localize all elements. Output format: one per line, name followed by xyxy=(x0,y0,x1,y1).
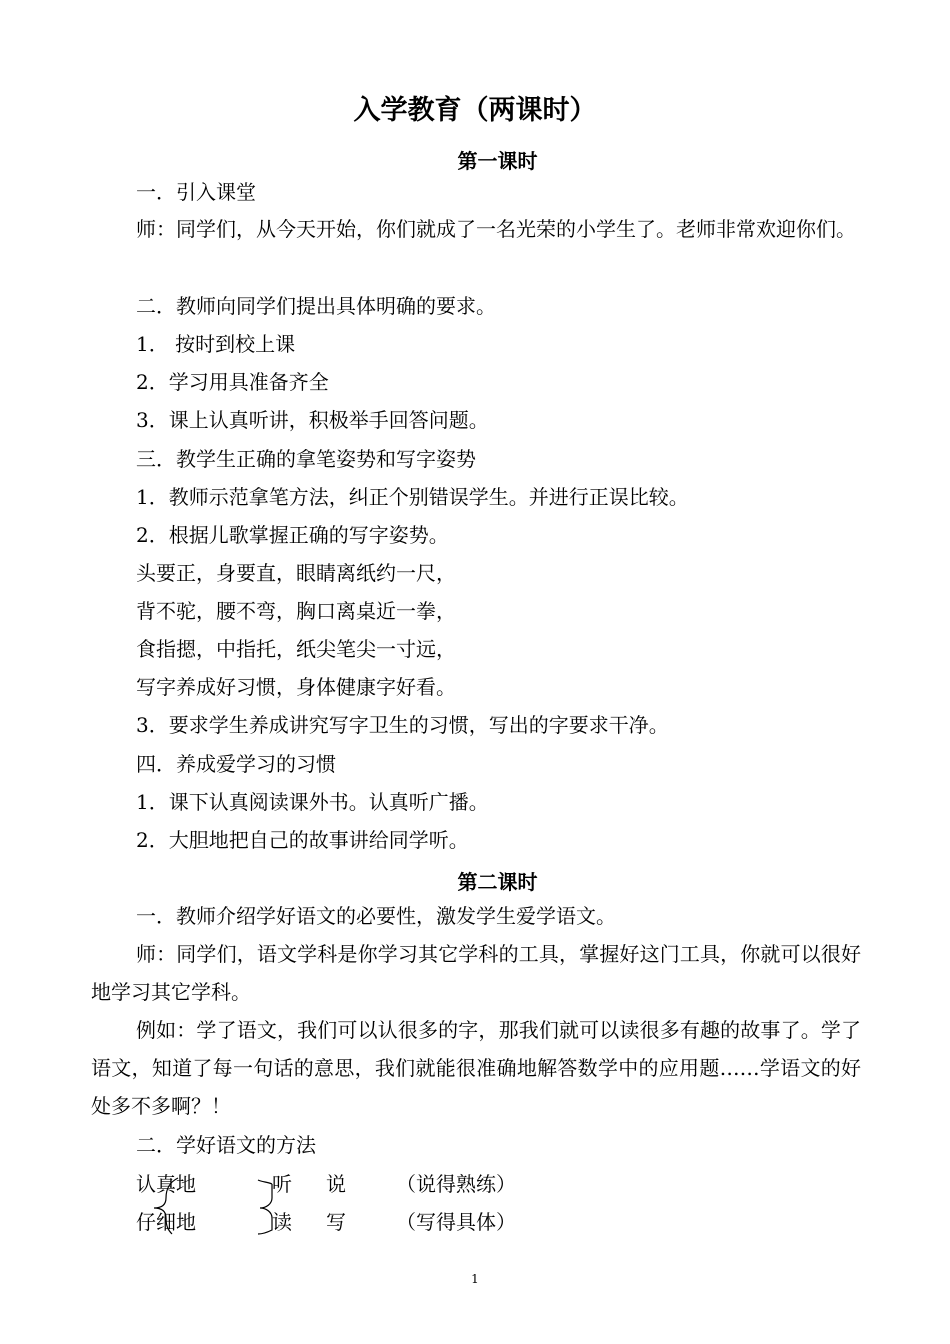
method-verb: 读 xyxy=(272,1210,292,1234)
method-verb: 写 xyxy=(326,1210,346,1234)
section-heading: 二．教师向同学们提出具体明确的要求。 xyxy=(136,294,496,318)
list-item: 1．课下认真阅读课外书。认真听广播。 xyxy=(136,790,489,814)
method-verb: 说 xyxy=(326,1172,346,1196)
lesson2-heading: 第二课时 xyxy=(457,870,538,894)
list-item: 3．要求学生养成讲究写字卫生的习惯，写出的字要求干净。 xyxy=(136,713,669,737)
paragraph: 师：同学们，从今天开始，你们就成了一名光荣的小学生了。老师非常欢迎你们。 xyxy=(136,217,856,241)
section-heading: 一．教师介绍学好语文的必要性，激发学生爱学语文。 xyxy=(136,904,616,928)
list-item: 2．根据儿歌掌握正确的写字姿势。 xyxy=(136,523,449,547)
list-item: 1．教师示范拿笔方法，纠正个别错误学生。并进行正误比较。 xyxy=(136,485,689,509)
method-adverb: 认真地 xyxy=(136,1172,196,1196)
section-heading: 三．教学生正确的拿笔姿势和写字姿势 xyxy=(136,447,476,471)
list-item: 3．课上认真听讲，积极举手回答问题。 xyxy=(136,408,489,432)
poem-line: 头要正，身要直，眼睛离纸约一尺， xyxy=(136,561,456,585)
method-verb: 听 xyxy=(272,1172,292,1196)
lesson1-heading: 第一课时 xyxy=(457,149,538,173)
poem-line: 写字养成好习惯，身体健康字好看。 xyxy=(136,675,456,699)
section-heading: 二．学好语文的方法 xyxy=(136,1133,316,1157)
poem-line: 食指摁，中指托，纸尖笔尖一寸远， xyxy=(136,637,456,661)
method-adverb: 仔细地 xyxy=(136,1210,196,1234)
method-brace-lines xyxy=(140,1168,280,1240)
method-note: （写得具体） xyxy=(396,1210,516,1234)
list-item: 1． 按时到校上课 xyxy=(136,332,296,356)
page-number: 1 xyxy=(471,1272,479,1286)
list-item: 2．大胆地把自己的故事讲给同学听。 xyxy=(136,828,469,852)
paragraph: 例如：学了语文，我们可以认很多的字，那我们就可以读很多有趣的故事了。学了语文，知道了每一句话的意思，我们就能很准确地解答数学中的应用题……学语文的好处多不多啊？！ xyxy=(91,1018,861,1118)
list-item: 2．学习用具准备齐全 xyxy=(136,370,329,394)
section-heading: 四．养成爱学习的习惯 xyxy=(136,752,336,776)
poem-line: 背不驼，腰不弯，胸口离桌近一拳， xyxy=(136,599,456,623)
section-heading: 一．引入课堂 xyxy=(136,180,256,204)
paragraph: 师：同学们，语文学科是你学习其它学科的工具，掌握好这门工具，你就可以很好地学习其它学科。 xyxy=(91,942,861,1004)
document-title: 入学教育（两课时） xyxy=(353,95,597,126)
method-note: （说得熟练） xyxy=(396,1172,516,1196)
